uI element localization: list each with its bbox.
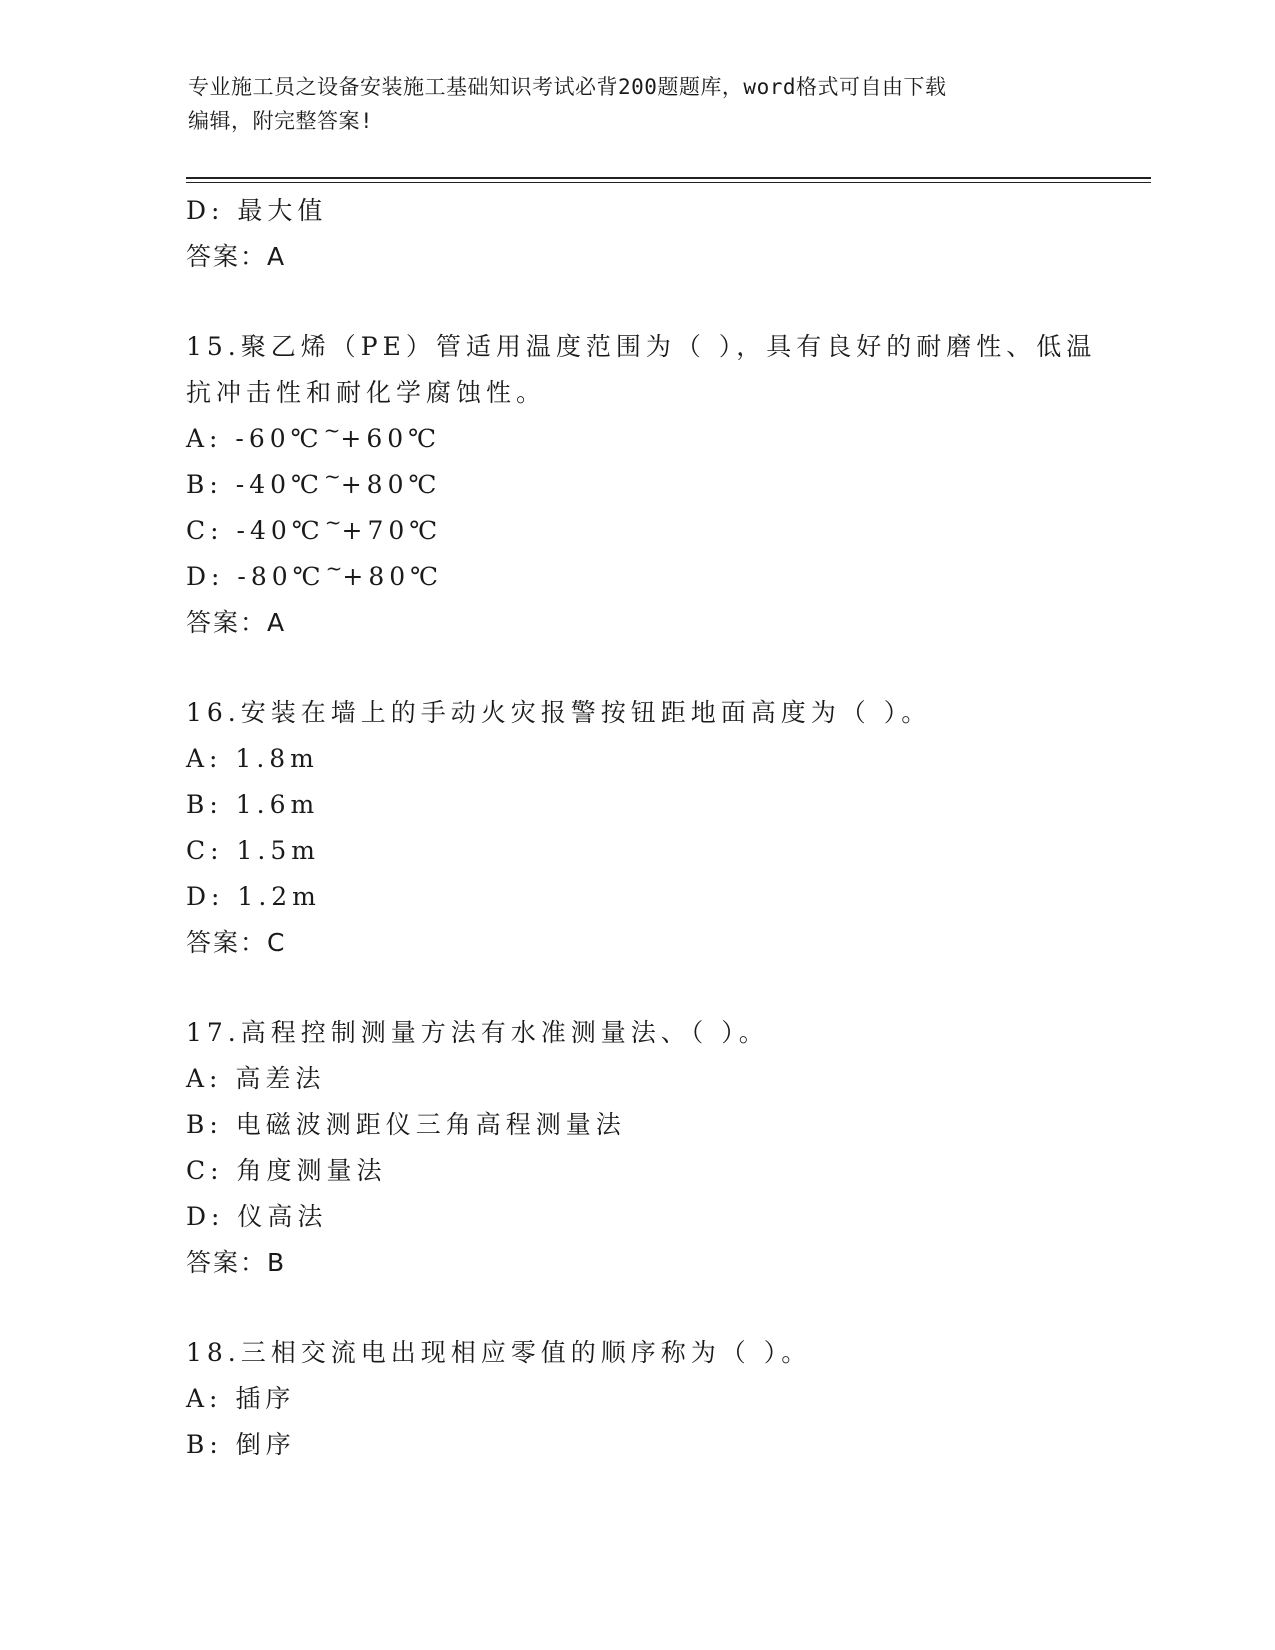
header-rule-thin — [186, 182, 1151, 183]
q18-stem: 18.三相交流电出现相应零值的顺序称为（ ）。 — [186, 1338, 812, 1367]
q15-option-c-post: +70℃ — [341, 516, 443, 545]
tilde: ~ — [325, 556, 343, 580]
q17-option-b: B: 电磁波测距仪三角高程测量法 — [186, 1110, 626, 1139]
q17-option-a: A: 高差法 — [186, 1064, 326, 1093]
q15-option-b-post: +80℃ — [340, 470, 442, 499]
question-list — [186, 188, 1151, 1468]
q15-option-a-post: +60℃ — [340, 424, 442, 453]
q16-option-c: C: 1.5m — [186, 836, 320, 865]
q17-stem: 17.高程控制测量方法有水准测量法、（ ）。 — [186, 1018, 769, 1047]
header-line-1: 专业施工员之设备安装施工基础知识考试必背200题题库，word格式可自由下载 — [188, 75, 947, 99]
q15-option-b-pre: B: -40℃ — [186, 470, 324, 499]
tilde: ~ — [323, 418, 341, 442]
q15-option-c-pre: C: -40℃ — [186, 516, 325, 545]
q14-answer: 答案：A — [186, 242, 287, 271]
header-line-2: 编辑，附完整答案! — [188, 109, 374, 133]
q15-option-d — [186, 554, 1151, 600]
document-header — [188, 70, 1088, 138]
q17-answer: 答案：B — [186, 1248, 287, 1277]
q15-answer: 答案：A — [186, 608, 287, 637]
q18-option-a: A: 插序 — [186, 1384, 296, 1413]
q16-stem: 16.安装在墙上的手动火灾报警按钮距地面高度为（ ）。 — [186, 698, 932, 727]
q16-answer: 答案：C — [186, 928, 287, 957]
q16-option-b: B: 1.6m — [186, 790, 320, 819]
q14-option-d: D: 最大值 — [186, 196, 328, 225]
q15-option-a-pre: A: -60℃ — [186, 424, 324, 453]
q17-option-c: C: 角度测量法 — [186, 1156, 387, 1185]
q15-option-d-pre: D: -80℃ — [186, 562, 326, 591]
tilde: ~ — [324, 510, 342, 534]
q15-stem-line-1: 15.聚乙烯（PE）管适用温度范围为（ ），具有良好的耐磨性、低温 — [186, 332, 1097, 361]
q15-option-a — [186, 416, 1151, 462]
q18-option-b: B: 倒序 — [186, 1430, 296, 1459]
q17-option-d: D: 仪高法 — [186, 1202, 328, 1231]
header-rule-thick — [186, 177, 1151, 179]
q16-option-a: A: 1.8m — [186, 744, 319, 773]
tilde: ~ — [323, 464, 341, 488]
q15-option-c — [186, 508, 1151, 554]
q15-option-b — [186, 462, 1151, 508]
q16-option-d: D: 1.2m — [186, 882, 321, 911]
q15-option-d-post: +80℃ — [342, 562, 444, 591]
q15-stem-line-2: 抗冲击性和耐化学腐蚀性。 — [186, 378, 547, 407]
